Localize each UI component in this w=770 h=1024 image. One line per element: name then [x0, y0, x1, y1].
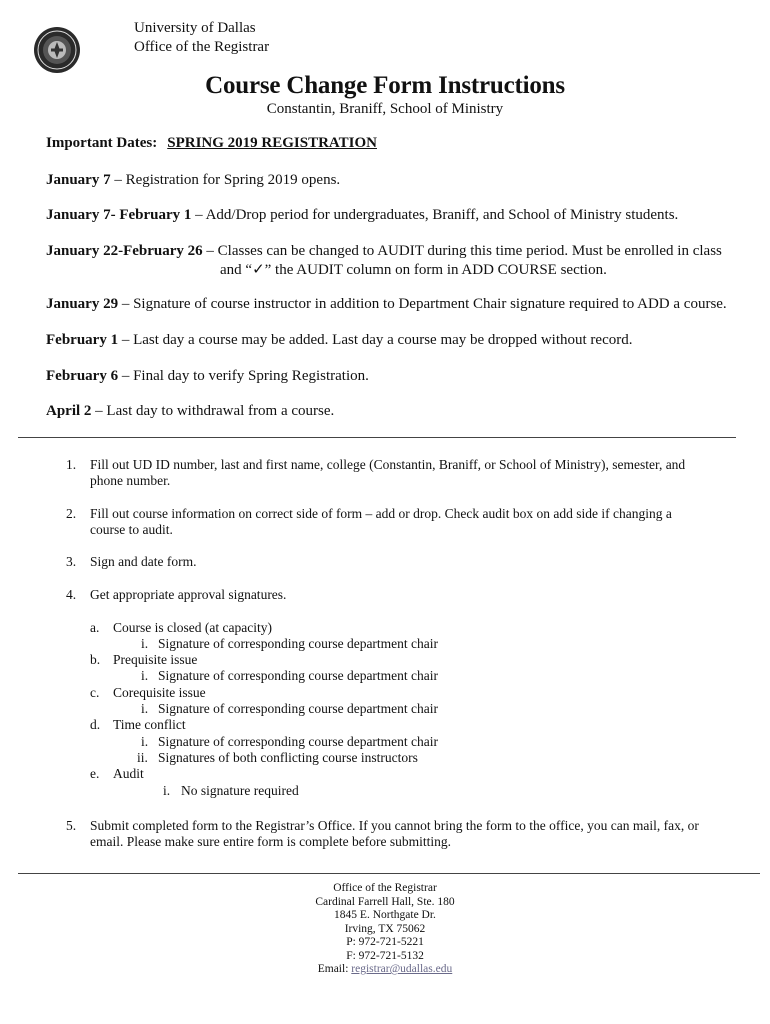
- footer-office: Office of the Registrar: [333, 882, 437, 894]
- subsubstep-numeral: i.: [141, 734, 149, 749]
- subsubstep-numeral: i.: [141, 636, 149, 651]
- subsubstep-numeral: i.: [141, 668, 149, 683]
- subsubstep-numeral: i.: [141, 701, 149, 716]
- date-entry: February 1 – Last day a course may be added. Last day a course may be dropped without record.: [46, 332, 633, 348]
- page-title: Course Change Form Instructions: [205, 72, 565, 99]
- university-name: University of Dallas: [134, 20, 256, 36]
- date-entry-continued: and “✓” the AUDIT column on form in ADD COURSE section.: [220, 262, 607, 278]
- subsubstep-numeral: i.: [163, 783, 171, 798]
- subsubstep-numeral: ii.: [137, 750, 148, 765]
- subsubstep-text: Signature of corresponding course department chair: [158, 668, 439, 683]
- email-link[interactable]: registrar@udallas.edu: [351, 963, 453, 975]
- substep-text: Course is closed (at capacity): [113, 620, 272, 635]
- date-entry: January 22-February 26 – Classes can be changed to AUDIT during this time period. Must be enrolled in class: [46, 243, 722, 259]
- date-entry: January 29 – Signature of course instructor in addition to Department Chair signature required to ADD a course.: [46, 296, 727, 312]
- substep-letter: b.: [90, 652, 101, 667]
- subsubstep-text: Signature of corresponding course department chair: [158, 636, 439, 651]
- important-dates-heading: [46, 135, 377, 152]
- subsubstep-text: Signatures of both conflicting course instructors: [158, 750, 418, 765]
- important-dates-label: Important Dates:: [46, 135, 158, 151]
- substep-text: Corequisite issue: [113, 685, 206, 700]
- footer-phone: P: 972-721-5221: [346, 936, 424, 948]
- divider: [18, 873, 760, 874]
- date-entry: February 6 – Final day to verify Spring Registration.: [46, 368, 369, 384]
- footer-email-line: Email: registrar@udallas.edu: [317, 963, 453, 975]
- substep-text: Prequisite issue: [113, 652, 198, 667]
- footer-fax: F: 972-721-5132: [346, 949, 424, 962]
- date-entry: January 7- February 1 – Add/Drop period for undergraduates, Braniff, and School of Ministry students.: [46, 207, 679, 223]
- footer-contact: [0, 882, 770, 977]
- substep-text: Time conflict: [113, 717, 186, 732]
- subsubstep-text: No signature required: [181, 783, 299, 798]
- substep-text: Audit: [113, 766, 144, 781]
- substep-letter: d.: [90, 717, 101, 732]
- subsubstep-text: Signature of corresponding course department chair: [158, 701, 439, 716]
- footer-city: Irving, TX 75062: [344, 922, 426, 935]
- footer-building: Cardinal Farrell Hall, Ste. 180: [315, 895, 455, 908]
- substep-letter: c.: [90, 685, 100, 700]
- university-seal-icon: [33, 26, 81, 74]
- page-subtitle: Constantin, Braniff, School of Ministry: [266, 101, 504, 117]
- substep-letter: e.: [90, 766, 100, 781]
- date-entry: April 2 – Last day to withdrawal from a course.: [46, 403, 335, 419]
- subsubstep-text: Signature of corresponding course department chair: [158, 734, 439, 749]
- date-entry: January 7 – Registration for Spring 2019 opens.: [46, 172, 341, 188]
- registration-term: SPRING 2019 REGISTRATION: [167, 135, 377, 151]
- footer-street: 1845 E. Northgate Dr.: [334, 909, 436, 921]
- divider: [18, 437, 736, 438]
- office-name: Office of the Registrar: [134, 39, 270, 55]
- substep-letter: a.: [90, 620, 100, 635]
